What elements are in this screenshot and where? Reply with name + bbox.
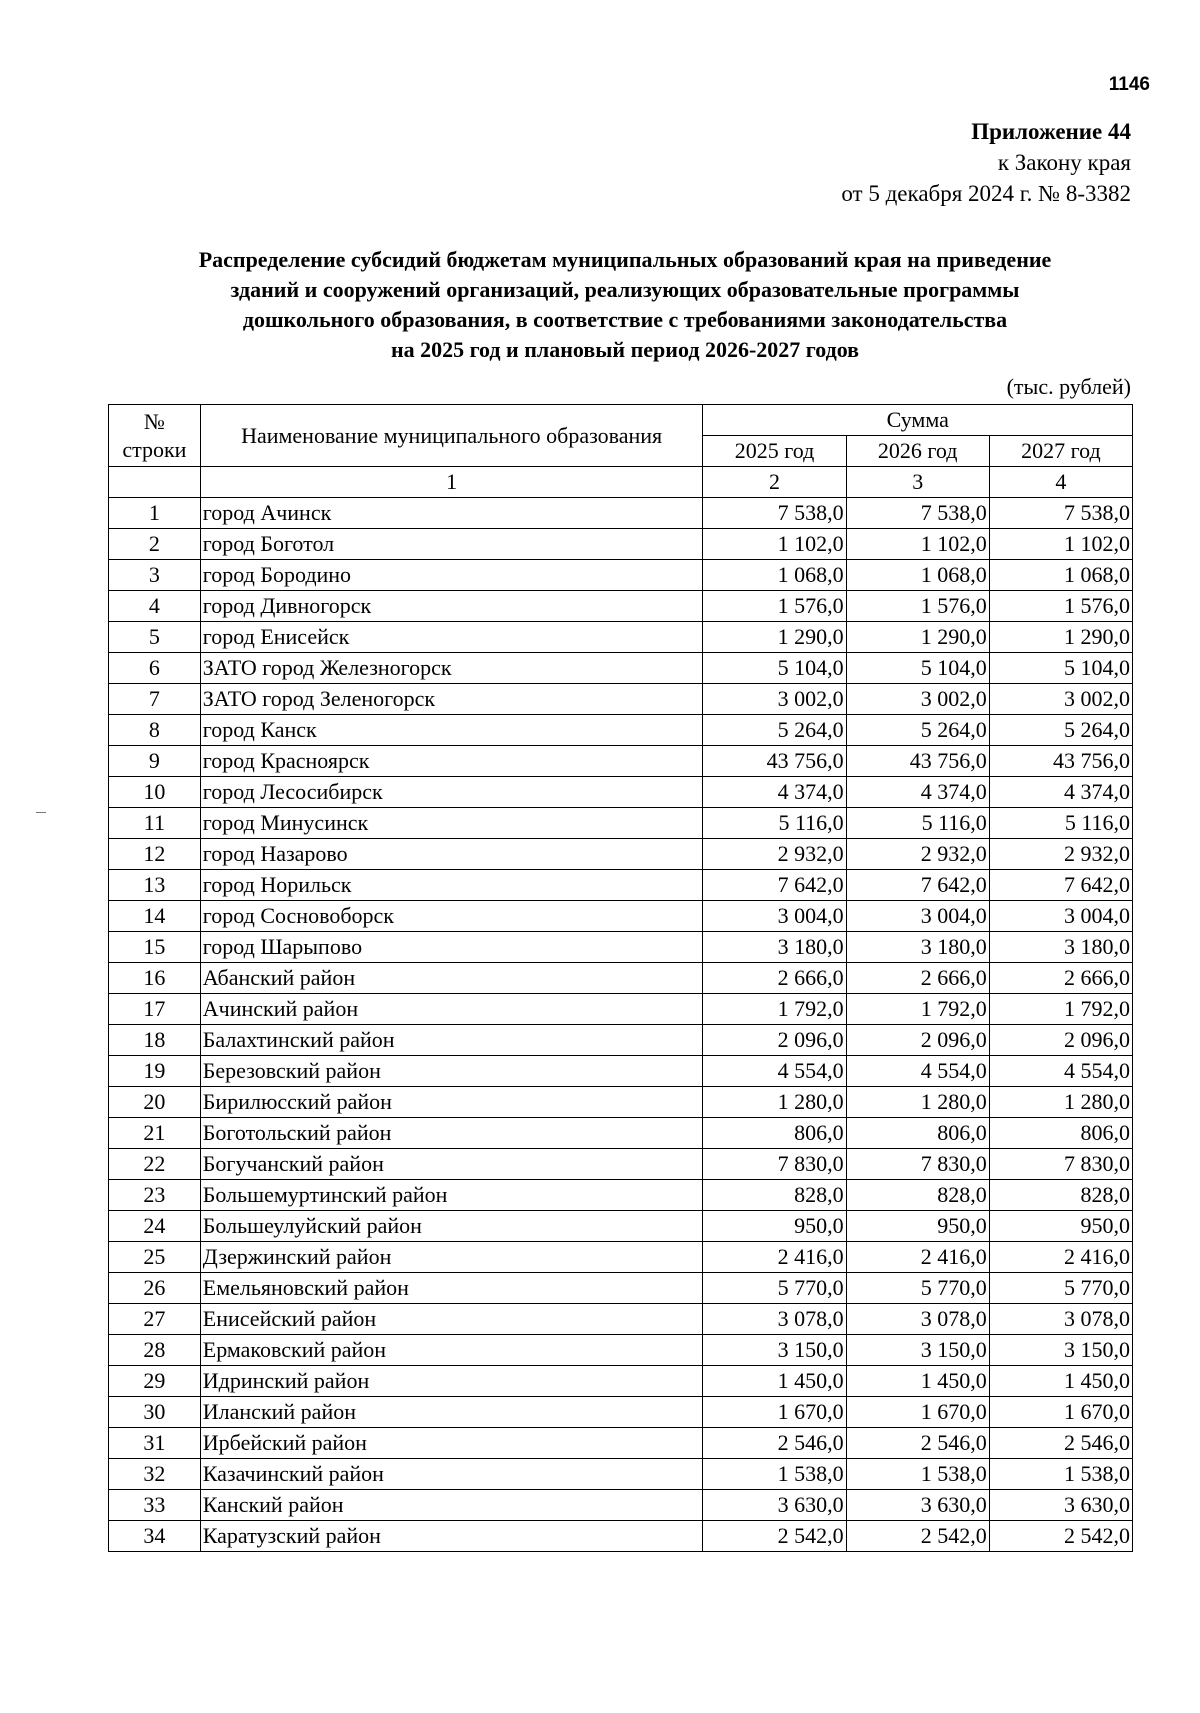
amount-2025: 3 150,0 bbox=[703, 1335, 846, 1366]
municipality-name: город Лесосибирск bbox=[200, 777, 703, 808]
amount-2026: 1 576,0 bbox=[846, 591, 989, 622]
amount-2027: 2 546,0 bbox=[989, 1428, 1132, 1459]
amount-2026: 828,0 bbox=[846, 1180, 989, 1211]
column-number: 4 bbox=[989, 467, 1132, 498]
row-number: 24 bbox=[109, 1211, 201, 1242]
header-row-number bbox=[109, 405, 201, 467]
amount-2025: 1 576,0 bbox=[703, 591, 846, 622]
amount-2026: 4 374,0 bbox=[846, 777, 989, 808]
amount-2027: 2 542,0 bbox=[989, 1521, 1132, 1552]
amount-2027: 3 630,0 bbox=[989, 1490, 1132, 1521]
row-number: 22 bbox=[109, 1149, 201, 1180]
municipality-name: Идринский район bbox=[200, 1366, 703, 1397]
row-number: 14 bbox=[109, 901, 201, 932]
title-line: зданий и сооружений организаций, реализующих образовательные программы bbox=[230, 277, 1020, 302]
amount-2025: 2 416,0 bbox=[703, 1242, 846, 1273]
amount-2025: 1 670,0 bbox=[703, 1397, 846, 1428]
amount-2027: 7 830,0 bbox=[989, 1149, 1132, 1180]
amount-2025: 1 792,0 bbox=[703, 994, 846, 1025]
subsidy-table bbox=[108, 404, 1133, 1552]
table-row bbox=[109, 839, 1133, 870]
municipality-name: Каратузский район bbox=[200, 1521, 703, 1552]
amount-2026: 3 078,0 bbox=[846, 1304, 989, 1335]
amount-2025: 2 546,0 bbox=[703, 1428, 846, 1459]
row-number: 31 bbox=[109, 1428, 201, 1459]
amount-2026: 1 792,0 bbox=[846, 994, 989, 1025]
municipality-name: ЗАТО город Зеленогорск bbox=[200, 684, 703, 715]
municipality-name: Абанский район bbox=[200, 963, 703, 994]
row-number: 8 bbox=[109, 715, 201, 746]
table-row bbox=[109, 1459, 1133, 1490]
municipality-name: Ирбейский район bbox=[200, 1428, 703, 1459]
amount-2027: 3 078,0 bbox=[989, 1304, 1132, 1335]
table-row bbox=[109, 1087, 1133, 1118]
units-label: (тыс. рублей) bbox=[1006, 374, 1131, 399]
amount-2025: 1 068,0 bbox=[703, 560, 846, 591]
municipality-name: Балахтинский район bbox=[200, 1025, 703, 1056]
scan-mark bbox=[36, 812, 46, 813]
title-line: Распределение субсидий бюджетам муниципальных образований края на приведение bbox=[198, 247, 1052, 272]
amount-2027: 806,0 bbox=[989, 1118, 1132, 1149]
amount-2026: 1 450,0 bbox=[846, 1366, 989, 1397]
municipality-name: город Назарово bbox=[200, 839, 703, 870]
amount-2027: 5 264,0 bbox=[989, 715, 1132, 746]
amount-2026: 7 538,0 bbox=[846, 498, 989, 529]
table-row bbox=[109, 1025, 1133, 1056]
table-row bbox=[109, 684, 1133, 715]
amount-2025: 828,0 bbox=[703, 1180, 846, 1211]
table-row bbox=[109, 1211, 1133, 1242]
amount-2025: 7 642,0 bbox=[703, 870, 846, 901]
row-number: 9 bbox=[109, 746, 201, 777]
amount-2025: 950,0 bbox=[703, 1211, 846, 1242]
amount-2027: 2 932,0 bbox=[989, 839, 1132, 870]
table-row bbox=[109, 715, 1133, 746]
page-number: 1146 bbox=[1108, 74, 1150, 95]
column-number: 2 bbox=[703, 467, 846, 498]
amount-2026: 5 770,0 bbox=[846, 1273, 989, 1304]
row-number: 28 bbox=[109, 1335, 201, 1366]
municipality-name: Енисейский район bbox=[200, 1304, 703, 1335]
amount-2026: 3 002,0 bbox=[846, 684, 989, 715]
amount-2027: 3 004,0 bbox=[989, 901, 1132, 932]
amount-2027: 5 770,0 bbox=[989, 1273, 1132, 1304]
column-number: 1 bbox=[200, 467, 703, 498]
municipality-name: город Сосновоборск bbox=[200, 901, 703, 932]
amount-2025: 1 538,0 bbox=[703, 1459, 846, 1490]
municipality-name: город Красноярск bbox=[200, 746, 703, 777]
row-number: 17 bbox=[109, 994, 201, 1025]
table-row bbox=[109, 1180, 1133, 1211]
amount-2026: 1 280,0 bbox=[846, 1087, 989, 1118]
amount-2026: 3 630,0 bbox=[846, 1490, 989, 1521]
row-number: 25 bbox=[109, 1242, 201, 1273]
municipality-name: город Шарыпово bbox=[200, 932, 703, 963]
amount-2025: 1 280,0 bbox=[703, 1087, 846, 1118]
amount-2027: 1 792,0 bbox=[989, 994, 1132, 1025]
amount-2026: 2 932,0 bbox=[846, 839, 989, 870]
amount-2025: 1 450,0 bbox=[703, 1366, 846, 1397]
appendix-title: Приложение 44 bbox=[971, 119, 1131, 144]
row-number: 11 bbox=[109, 808, 201, 839]
amount-2027: 1 102,0 bbox=[989, 529, 1132, 560]
amount-2027: 1 290,0 bbox=[989, 622, 1132, 653]
table-row bbox=[109, 901, 1133, 932]
table-row bbox=[109, 963, 1133, 994]
municipality-name: Казачинский район bbox=[200, 1459, 703, 1490]
row-number: 12 bbox=[109, 839, 201, 870]
municipality-name: ЗАТО город Железногорск bbox=[200, 653, 703, 684]
table-row bbox=[109, 498, 1133, 529]
amount-2025: 4 554,0 bbox=[703, 1056, 846, 1087]
amount-2025: 3 180,0 bbox=[703, 932, 846, 963]
header-municipality-name: Наименование муниципального образования bbox=[200, 405, 703, 467]
row-number: 16 bbox=[109, 963, 201, 994]
amount-2025: 1 290,0 bbox=[703, 622, 846, 653]
header-sum: Сумма bbox=[703, 405, 1133, 436]
municipality-name: Емельяновский район bbox=[200, 1273, 703, 1304]
municipality-name: Богучанский район bbox=[200, 1149, 703, 1180]
amount-2025: 2 096,0 bbox=[703, 1025, 846, 1056]
amount-2026: 7 642,0 bbox=[846, 870, 989, 901]
table-row bbox=[109, 1335, 1133, 1366]
table-row bbox=[109, 1056, 1133, 1087]
amount-2027: 7 538,0 bbox=[989, 498, 1132, 529]
table-header bbox=[109, 405, 1133, 498]
amount-2026: 2 416,0 bbox=[846, 1242, 989, 1273]
amount-2025: 806,0 bbox=[703, 1118, 846, 1149]
row-number: 7 bbox=[109, 684, 201, 715]
row-number: 27 bbox=[109, 1304, 201, 1335]
table-row bbox=[109, 746, 1133, 777]
amount-2025: 2 542,0 bbox=[703, 1521, 846, 1552]
row-number: 30 bbox=[109, 1397, 201, 1428]
table-row bbox=[109, 1273, 1133, 1304]
amount-2026: 1 102,0 bbox=[846, 529, 989, 560]
row-number: 5 bbox=[109, 622, 201, 653]
table-row bbox=[109, 1428, 1133, 1459]
amount-2025: 7 830,0 bbox=[703, 1149, 846, 1180]
amount-2025: 5 770,0 bbox=[703, 1273, 846, 1304]
amount-2027: 1 538,0 bbox=[989, 1459, 1132, 1490]
table-row bbox=[109, 529, 1133, 560]
amount-2027: 2 666,0 bbox=[989, 963, 1132, 994]
municipality-name: Березовский район bbox=[200, 1056, 703, 1087]
amount-2026: 5 116,0 bbox=[846, 808, 989, 839]
municipality-name: Дзержинский район bbox=[200, 1242, 703, 1273]
table-row bbox=[109, 870, 1133, 901]
table-row bbox=[109, 622, 1133, 653]
table-row bbox=[109, 1521, 1133, 1552]
amount-2025: 43 756,0 bbox=[703, 746, 846, 777]
amount-2025: 3 002,0 bbox=[703, 684, 846, 715]
table-row bbox=[109, 653, 1133, 684]
municipality-name: Боготольский район bbox=[200, 1118, 703, 1149]
row-number: 15 bbox=[109, 932, 201, 963]
municipality-name: Большемуртинский район bbox=[200, 1180, 703, 1211]
amount-2027: 3 180,0 bbox=[989, 932, 1132, 963]
amount-2027: 5 104,0 bbox=[989, 653, 1132, 684]
header-year-2025: 2025 год bbox=[703, 436, 846, 467]
amount-2025: 4 374,0 bbox=[703, 777, 846, 808]
municipality-name: город Бородино bbox=[200, 560, 703, 591]
amount-2027: 3 150,0 bbox=[989, 1335, 1132, 1366]
row-number: 18 bbox=[109, 1025, 201, 1056]
municipality-name: город Ачинск bbox=[200, 498, 703, 529]
table-row bbox=[109, 777, 1133, 808]
row-number: 10 bbox=[109, 777, 201, 808]
municipality-name: Большеулуйский район bbox=[200, 1211, 703, 1242]
row-number: 32 bbox=[109, 1459, 201, 1490]
municipality-name: город Боготол bbox=[200, 529, 703, 560]
amount-2026: 43 756,0 bbox=[846, 746, 989, 777]
table-row bbox=[109, 1490, 1133, 1521]
table-row bbox=[109, 1366, 1133, 1397]
table-row bbox=[109, 560, 1133, 591]
appendix-law-date: от 5 декабря 2024 г. № 8-3382 bbox=[841, 181, 1131, 206]
amount-2025: 3 630,0 bbox=[703, 1490, 846, 1521]
amount-2026: 950,0 bbox=[846, 1211, 989, 1242]
table-row bbox=[109, 932, 1133, 963]
appendix-law-reference: к Закону края bbox=[997, 150, 1131, 175]
amount-2026: 3 150,0 bbox=[846, 1335, 989, 1366]
amount-2027: 2 416,0 bbox=[989, 1242, 1132, 1273]
municipality-name: город Минусинск bbox=[200, 808, 703, 839]
amount-2027: 1 450,0 bbox=[989, 1366, 1132, 1397]
document-title bbox=[110, 245, 1140, 365]
amount-2027: 1 670,0 bbox=[989, 1397, 1132, 1428]
amount-2027: 950,0 bbox=[989, 1211, 1132, 1242]
row-number: 4 bbox=[109, 591, 201, 622]
column-number: 3 bbox=[846, 467, 989, 498]
row-number: 23 bbox=[109, 1180, 201, 1211]
row-number: 6 bbox=[109, 653, 201, 684]
title-line: дошкольного образования, в соответствие с требованиями законодательства bbox=[242, 307, 1008, 332]
title-line: на 2025 год и плановый период 2026-2027 годов bbox=[390, 337, 860, 362]
amount-2027: 43 756,0 bbox=[989, 746, 1132, 777]
amount-2026: 2 542,0 bbox=[846, 1521, 989, 1552]
amount-2026: 1 670,0 bbox=[846, 1397, 989, 1428]
amount-2025: 5 264,0 bbox=[703, 715, 846, 746]
amount-2026: 806,0 bbox=[846, 1118, 989, 1149]
amount-2026: 3 180,0 bbox=[846, 932, 989, 963]
column-number-blank bbox=[109, 467, 201, 498]
amount-2025: 5 104,0 bbox=[703, 653, 846, 684]
table-row bbox=[109, 1118, 1133, 1149]
amount-2026: 2 666,0 bbox=[846, 963, 989, 994]
row-number: 34 bbox=[109, 1521, 201, 1552]
amount-2025: 5 116,0 bbox=[703, 808, 846, 839]
amount-2026: 1 290,0 bbox=[846, 622, 989, 653]
row-number: 33 bbox=[109, 1490, 201, 1521]
amount-2027: 4 554,0 bbox=[989, 1056, 1132, 1087]
municipality-name: город Норильск bbox=[200, 870, 703, 901]
amount-2025: 3 004,0 bbox=[703, 901, 846, 932]
amount-2026: 2 546,0 bbox=[846, 1428, 989, 1459]
row-number: 1 bbox=[109, 498, 201, 529]
municipality-name: Ачинский район bbox=[200, 994, 703, 1025]
municipality-name: Канский район bbox=[200, 1490, 703, 1521]
amount-2026: 5 104,0 bbox=[846, 653, 989, 684]
amount-2027: 1 576,0 bbox=[989, 591, 1132, 622]
header-row-number-symbol: № bbox=[143, 408, 165, 434]
municipality-name: город Канск bbox=[200, 715, 703, 746]
row-number: 19 bbox=[109, 1056, 201, 1087]
table-row bbox=[109, 994, 1133, 1025]
amount-2027: 3 002,0 bbox=[989, 684, 1132, 715]
amount-2026: 7 830,0 bbox=[846, 1149, 989, 1180]
table-row bbox=[109, 1242, 1133, 1273]
amount-2026: 1 068,0 bbox=[846, 560, 989, 591]
amount-2025: 3 078,0 bbox=[703, 1304, 846, 1335]
amount-2027: 7 642,0 bbox=[989, 870, 1132, 901]
amount-2027: 2 096,0 bbox=[989, 1025, 1132, 1056]
amount-2025: 7 538,0 bbox=[703, 498, 846, 529]
amount-2027: 1 068,0 bbox=[989, 560, 1132, 591]
header-year-2026: 2026 год bbox=[846, 436, 989, 467]
table-row bbox=[109, 1397, 1133, 1428]
table-row bbox=[109, 1149, 1133, 1180]
amount-2026: 3 004,0 bbox=[846, 901, 989, 932]
amount-2026: 2 096,0 bbox=[846, 1025, 989, 1056]
table-body bbox=[109, 498, 1133, 1552]
amount-2027: 1 280,0 bbox=[989, 1087, 1132, 1118]
amount-2027: 5 116,0 bbox=[989, 808, 1132, 839]
row-number: 20 bbox=[109, 1087, 201, 1118]
table-row bbox=[109, 808, 1133, 839]
amount-2026: 4 554,0 bbox=[846, 1056, 989, 1087]
amount-2025: 1 102,0 bbox=[703, 529, 846, 560]
amount-2025: 2 932,0 bbox=[703, 839, 846, 870]
municipality-name: Бирилюсский район bbox=[200, 1087, 703, 1118]
row-number: 21 bbox=[109, 1118, 201, 1149]
amount-2026: 1 538,0 bbox=[846, 1459, 989, 1490]
row-number: 29 bbox=[109, 1366, 201, 1397]
amount-2027: 828,0 bbox=[989, 1180, 1132, 1211]
amount-2027: 4 374,0 bbox=[989, 777, 1132, 808]
row-number: 2 bbox=[109, 529, 201, 560]
header-year-2027: 2027 год bbox=[989, 436, 1132, 467]
municipality-name: Ермаковский район bbox=[200, 1335, 703, 1366]
amount-2025: 2 666,0 bbox=[703, 963, 846, 994]
header-row-number-label: строки bbox=[122, 436, 187, 462]
row-number: 26 bbox=[109, 1273, 201, 1304]
amount-2026: 5 264,0 bbox=[846, 715, 989, 746]
municipality-name: Иланский район bbox=[200, 1397, 703, 1428]
municipality-name: город Енисейск bbox=[200, 622, 703, 653]
table-row bbox=[109, 1304, 1133, 1335]
municipality-name: город Дивногорск bbox=[200, 591, 703, 622]
row-number: 3 bbox=[109, 560, 201, 591]
table-row bbox=[109, 591, 1133, 622]
row-number: 13 bbox=[109, 870, 201, 901]
appendix-block bbox=[600, 116, 1131, 209]
